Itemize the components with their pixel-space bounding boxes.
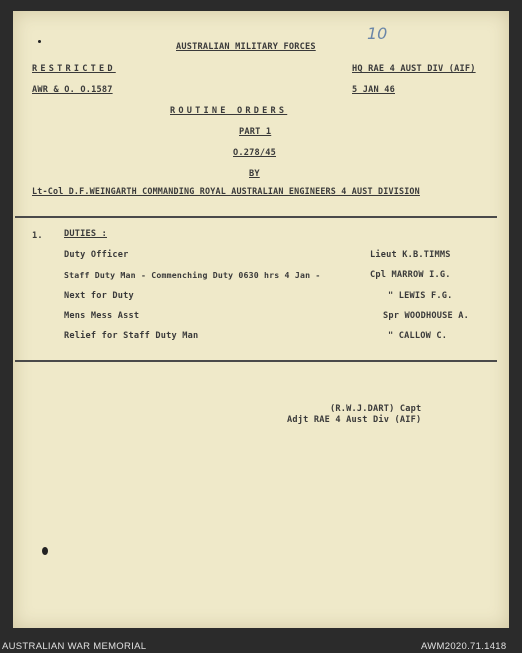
duty-row-4-person: Spr WOODHOUSE A. — [383, 311, 469, 321]
org-heading: AUSTRALIAN MILITARY FORCES — [176, 42, 316, 52]
ink-speck — [38, 40, 41, 43]
signature-role: Adjt RAE 4 Aust Div (AIF) — [287, 415, 422, 425]
section-heading: DUTIES : — [64, 229, 107, 239]
duty-row-3-duty: Next for Duty — [64, 291, 134, 301]
divider-bottom — [15, 360, 497, 362]
signature-name: (R.W.J.DART) Capt — [330, 404, 422, 414]
restricted-label: RESTRICTED — [32, 64, 116, 74]
duty-row-2-duty: Staff Duty Man - Commenching Duty 0630 hrs 4 Jan - — [64, 270, 321, 280]
document-title: ROUTINE ORDERS — [170, 106, 288, 116]
ink-speck — [42, 547, 48, 555]
order-number: O.278/45 — [233, 148, 276, 158]
reference-number: AWR & O. O.1587 — [32, 85, 113, 95]
commander-line: Lt-Col D.F.WEINGARTH COMMANDING ROYAL AUSTRALIAN ENGINEERS 4 AUST DIVISION — [32, 186, 420, 196]
duty-row-5-duty: Relief for Staff Duty Man — [64, 331, 199, 341]
duty-row-1-person: Lieut K.B.TIMMS — [370, 250, 451, 260]
footer-accession-number: AWM2020.71.1418 — [421, 641, 507, 652]
duty-row-5-person: " CALLOW C. — [388, 331, 448, 341]
duty-row-4-duty: Mens Mess Asst — [64, 311, 140, 321]
handwritten-page-number: 10 — [367, 24, 388, 43]
duty-row-1-duty: Duty Officer — [64, 250, 129, 260]
duty-row-2-person: Cpl MARROW I.G. — [370, 270, 451, 280]
part-label: PART 1 — [239, 127, 272, 137]
hq-label: HQ RAE 4 AUST DIV (AIF) — [352, 64, 476, 74]
divider-top — [15, 216, 497, 218]
duty-row-3-person: " LEWIS F.G. — [388, 291, 453, 301]
section-number: 1. — [32, 231, 43, 241]
document-date: 5 JAN 46 — [352, 85, 395, 95]
by-label: BY — [249, 169, 260, 179]
footer-institution: AUSTRALIAN WAR MEMORIAL — [2, 641, 147, 652]
